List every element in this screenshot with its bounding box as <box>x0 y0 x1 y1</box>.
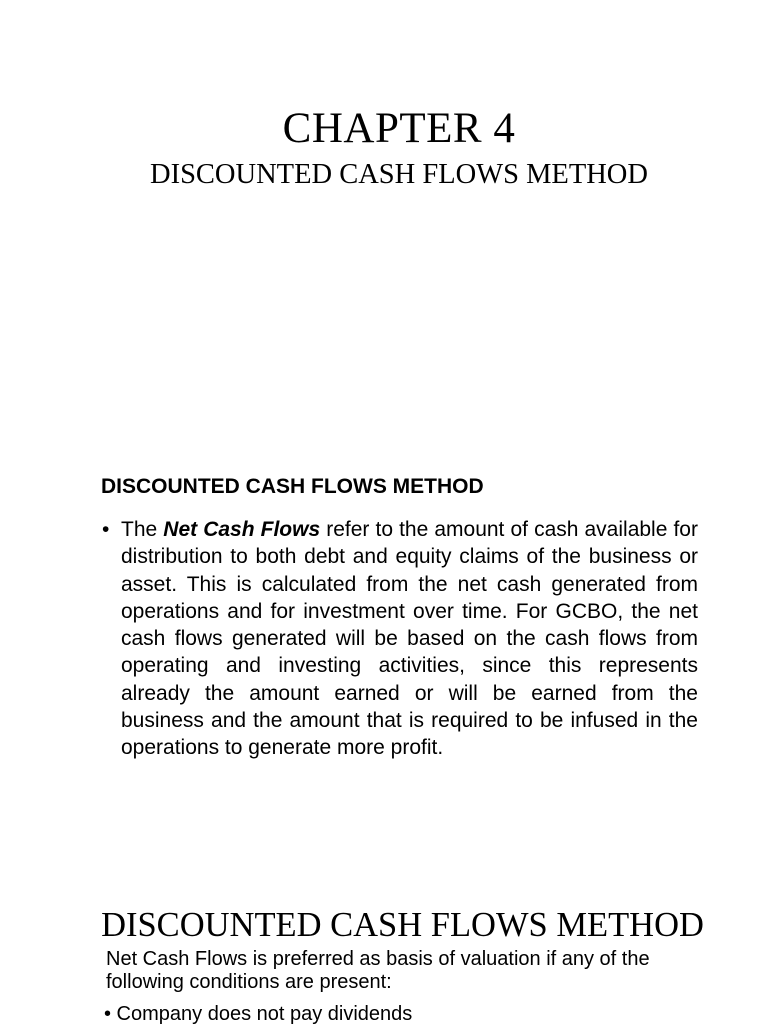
slide-title: DISCOUNTED CASH FLOWS METHOD <box>101 906 704 944</box>
slide-body-text: Net Cash Flows is preferred as basis of valuation if any of the following conditions are present: <box>106 948 650 993</box>
net-cash-flows-emphasis: Net Cash Flows <box>163 518 321 541</box>
chapter-subtitle: DISCOUNTED CASH FLOWS METHOD <box>150 159 648 190</box>
bullet-point <box>102 516 698 762</box>
bullet-marker: • <box>102 518 110 541</box>
section-heading: DISCOUNTED CASH FLOWS METHOD <box>101 475 484 498</box>
chapter-title: CHAPTER 4 <box>282 105 516 152</box>
bullet-paragraph <box>121 516 698 762</box>
bullet-body: refer to the amount of cash available for distribution to both debt and equity claims of the business or asset. This is calculated from the net cash generated from operations and for investment over time. For GCBO, the net cash flows generated will be based on the cash flows from operating and investing activities, since this represents already the amount earned or will be earned from the business and the amount that is required to be infused in the operations to generate more profit. <box>121 518 698 760</box>
bullet-prefix: The <box>121 518 164 541</box>
condition-bullet: • Company does not pay dividends <box>104 1003 413 1024</box>
